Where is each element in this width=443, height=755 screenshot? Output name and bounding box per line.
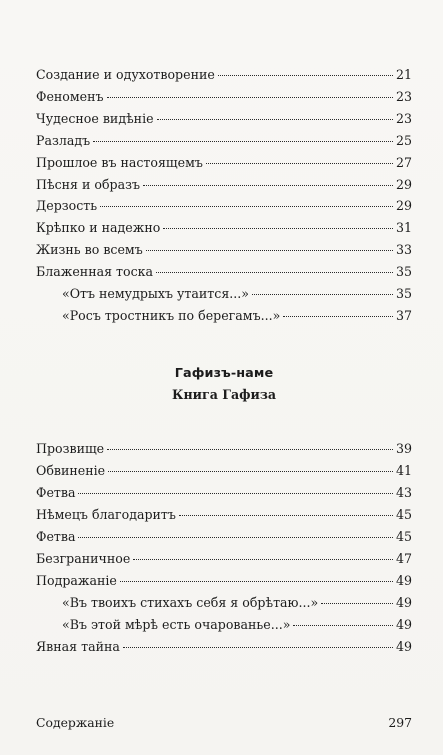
toc-entry-title: Дерзость [36, 198, 98, 214]
toc-entry-page: 33 [395, 242, 412, 258]
dot-leader [133, 559, 393, 560]
toc-entry-page: 41 [395, 463, 412, 478]
toc-entry [36, 528, 412, 546]
toc-entry-title: Пѣсня и образъ [36, 176, 140, 192]
toc-entry-page: 43 [395, 485, 412, 500]
toc-entry-title: Фетва [36, 529, 76, 544]
dot-leader [321, 603, 393, 604]
dot-leader [93, 141, 393, 142]
toc-entry-title: «Въ этой мѣрѣ есть очарованье...» [62, 617, 291, 632]
toc-entry-title: Обвиненіе [36, 463, 106, 478]
dot-leader [78, 493, 392, 494]
toc-entry-page: 37 [395, 307, 412, 323]
toc-entry-title: Блаженная тоска [36, 264, 154, 280]
toc-entry [36, 88, 412, 106]
toc-entry-page: 23 [395, 110, 412, 126]
dot-leader [143, 185, 393, 186]
dot-leader [107, 449, 393, 450]
toc-entry-page: 29 [395, 176, 412, 192]
toc-list-top [36, 66, 412, 330]
toc-entry [36, 154, 412, 172]
toc-entry-title: Подражаніе [36, 573, 117, 588]
dot-leader [123, 647, 393, 648]
toc-entry-title: «Въ твоихъ стихахъ себя я обрѣтаю...» [62, 595, 319, 610]
dot-leader [206, 163, 393, 164]
dot-leader [100, 206, 393, 207]
toc-entry-page: 49 [395, 573, 412, 588]
toc-entry [36, 484, 412, 502]
section-heading [36, 366, 412, 406]
toc-entry-title: Разладъ [36, 132, 91, 148]
toc-entry-page: 49 [395, 595, 412, 610]
toc-entry-page: 25 [395, 132, 412, 148]
toc-entry-page: 27 [395, 154, 412, 170]
toc-entry-title: Создание и одухотворение [36, 67, 215, 82]
toc-entry-page: 35 [395, 264, 412, 280]
toc-entry [36, 241, 412, 259]
toc-entry-page: 49 [395, 617, 412, 632]
dot-leader [283, 316, 393, 317]
toc-entry [36, 594, 412, 612]
toc-entry-title: «Росъ тростникъ по берегамъ...» [62, 307, 281, 323]
toc-entry-page: 29 [395, 198, 412, 214]
section-subtitle: Книга Гафиза [171, 387, 277, 402]
toc-entry [36, 638, 412, 656]
toc-entry-page: 45 [395, 529, 412, 544]
dot-leader [163, 228, 393, 229]
toc-entry-title: Прошлое въ настоящемъ [36, 154, 203, 170]
dot-leader [293, 625, 393, 626]
dot-leader [156, 272, 393, 273]
toc-entry [36, 616, 412, 634]
toc-entry-title: Прозвище [36, 441, 105, 456]
toc-entry [36, 572, 412, 590]
toc-entry-page: 45 [395, 507, 412, 522]
toc-entry-page: 21 [395, 67, 412, 82]
toc-entry [36, 550, 412, 568]
dot-leader [179, 515, 393, 516]
page-number: 297 [388, 715, 412, 730]
toc-entry-page: 39 [395, 441, 412, 456]
dot-leader [107, 97, 393, 98]
dot-leader [252, 294, 393, 295]
toc-entry-page: 35 [395, 286, 412, 301]
toc-entry-page: 49 [395, 639, 412, 654]
dot-leader [78, 537, 392, 538]
toc-entry [36, 176, 412, 194]
toc-entry-title: Феноменъ [36, 88, 104, 104]
toc-entry-page: 23 [395, 88, 412, 104]
toc-entry-title: Жизнь во всемъ [36, 242, 143, 258]
toc-entry-page: 31 [395, 220, 412, 236]
toc-list-bottom [36, 440, 412, 660]
toc-entry-page: 47 [395, 551, 412, 566]
dot-leader [218, 75, 393, 76]
running-footer-label: Содержаніе [36, 715, 115, 730]
dot-leader [157, 119, 393, 120]
dot-leader [108, 471, 393, 472]
toc-entry [36, 263, 412, 281]
toc-entry [36, 462, 412, 480]
toc-entry [36, 110, 412, 128]
dot-leader [120, 581, 393, 582]
toc-entry [36, 307, 412, 325]
toc-entry [36, 219, 412, 237]
dot-leader [146, 250, 393, 251]
toc-entry-title: Явная тайна [36, 639, 120, 654]
toc-entry [36, 197, 412, 215]
toc-entry [36, 66, 412, 84]
toc-entry-title: Фетва [36, 485, 76, 500]
toc-entry-title: Нѣмецъ благодаритъ [36, 507, 176, 522]
toc-entry [36, 506, 412, 524]
section-title: Гафизъ-наме [174, 366, 274, 381]
toc-entry [36, 440, 412, 458]
toc-entry [36, 132, 412, 150]
toc-entry-title: «Отъ немудрыхъ утаится...» [62, 286, 249, 301]
toc-entry-title: Крѣпко и надежно [36, 220, 161, 236]
toc-entry-title: Чудесное видѣніе [36, 110, 154, 126]
toc-entry-title: Безграничное [36, 551, 131, 566]
toc-entry [36, 285, 412, 303]
